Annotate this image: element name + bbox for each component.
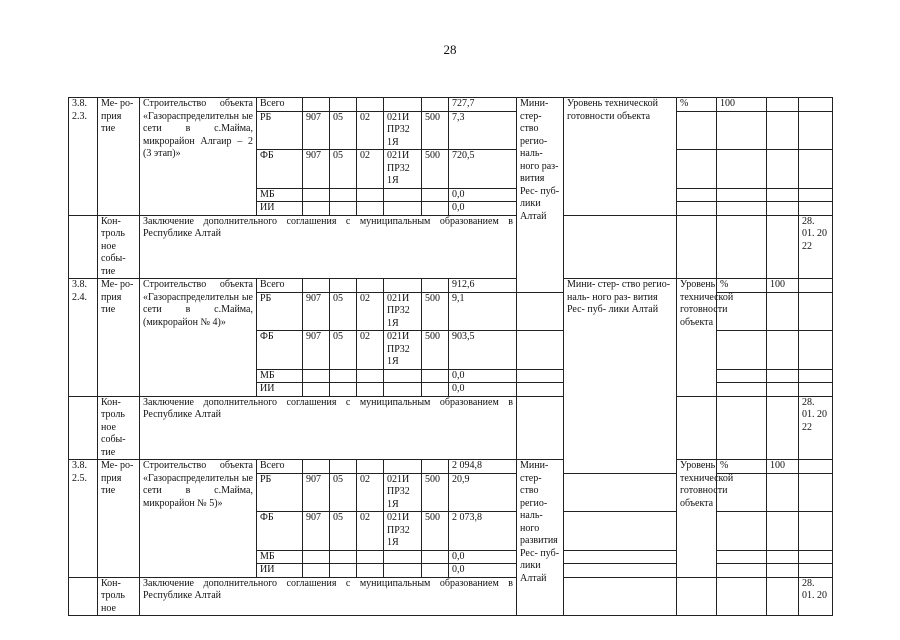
- fund-label: ФБ: [257, 331, 303, 370]
- fund-value: 7,3: [449, 111, 517, 150]
- code-cell: 02: [357, 111, 384, 150]
- code-cell: 05: [330, 292, 357, 331]
- item-name: Строительство объекта «Газораспределительн ые сети в с.Майма, микрорайон № 5)»: [140, 460, 257, 578]
- fund-value: 0,0: [449, 188, 517, 202]
- event-type: Кон- троль ное: [98, 577, 140, 616]
- event-date: 28. 01. 20: [799, 577, 833, 616]
- code-cell: 02: [357, 150, 384, 189]
- table-row: [69, 98, 833, 112]
- code-cell: 907: [303, 292, 330, 331]
- indicator-name: Уровень технической готовности объекта: [677, 460, 717, 578]
- indicator-unit: %: [717, 460, 767, 474]
- fund-value: 0,0: [449, 564, 517, 578]
- table-row: [69, 396, 833, 460]
- fund-value: 0,0: [449, 369, 517, 383]
- fund-label: ИИ: [257, 202, 303, 216]
- fund-value: 0,0: [449, 202, 517, 216]
- code-cell: 021И ПР32 1Я: [384, 473, 422, 512]
- fund-value: 20,9: [449, 473, 517, 512]
- code-cell: 021И ПР32 1Я: [384, 292, 422, 331]
- code-cell: 907: [303, 473, 330, 512]
- indicator-target: 100: [767, 279, 799, 293]
- code-cell: 021И ПР32 1Я: [384, 150, 422, 189]
- fund-label: МБ: [257, 550, 303, 564]
- fund-label: РБ: [257, 111, 303, 150]
- code-cell: 500: [422, 512, 449, 551]
- event-date: 28. 01. 20 22: [799, 396, 833, 460]
- page-number: 28: [443, 42, 457, 57]
- item-name: Строительство объекта «Газораспределительн ые сети в с.Майма, микрорайон Алгаир – 2 (3 этап)»: [140, 98, 257, 216]
- total-label: Всего: [257, 460, 303, 474]
- indicator-name: Уровень технической готовности объекта: [564, 98, 677, 216]
- event-date: 28. 01. 20 22: [799, 215, 833, 279]
- code-cell: 02: [357, 473, 384, 512]
- indicator-unit: %: [677, 98, 717, 112]
- fund-value: 903,5: [449, 331, 517, 370]
- indicator-name: Уровень технической готовности объекта: [677, 279, 717, 397]
- code-cell: 05: [330, 111, 357, 150]
- fund-label: РБ: [257, 473, 303, 512]
- code-cell: 02: [357, 292, 384, 331]
- code-cell: 907: [303, 111, 330, 150]
- responsible-executor: Мини- стер- ство регио- наль- ного развития Рес- пуб- лики Алтай: [517, 460, 564, 616]
- table-row: [69, 215, 833, 279]
- code-cell: 021И ПР32 1Я: [384, 512, 422, 551]
- program-table: [68, 97, 833, 616]
- code-cell: 500: [422, 292, 449, 331]
- total-value: 2 094,8: [449, 460, 517, 474]
- item-type: Ме- ро- прия тие: [98, 98, 140, 216]
- code-cell: 021И ПР32 1Я: [384, 111, 422, 150]
- code-cell: 500: [422, 331, 449, 370]
- item-type: Ме- ро- прия тие: [98, 279, 140, 397]
- indicator-unit: %: [717, 279, 767, 293]
- fund-value: 0,0: [449, 550, 517, 564]
- fund-label: ИИ: [257, 564, 303, 578]
- code-cell: 907: [303, 331, 330, 370]
- code-cell: 907: [303, 512, 330, 551]
- fund-label: ИИ: [257, 383, 303, 397]
- event-type: Кон- троль ное собы- тие: [98, 215, 140, 279]
- event-text: Заключение дополнительного соглашения с муниципальным образованием в Республике Алтай: [140, 396, 517, 460]
- code-cell: 02: [357, 331, 384, 370]
- event-text: Заключение дополнительного соглашения с муниципальным образованием в Республике Алтай: [140, 215, 517, 279]
- code-cell: 05: [330, 150, 357, 189]
- total-label: Всего: [257, 98, 303, 112]
- item-number: 3.8. 2.4.: [69, 279, 98, 397]
- code-cell: 500: [422, 473, 449, 512]
- item-name: Строительство объекта «Газораспределительн ые сети в с.Майма, (микрорайон № 4)»: [140, 279, 257, 397]
- code-cell: 907: [303, 150, 330, 189]
- total-label: Всего: [257, 279, 303, 293]
- indicator-target: 100: [767, 460, 799, 474]
- fund-label: РБ: [257, 292, 303, 331]
- code-cell: 05: [330, 512, 357, 551]
- item-number: 3.8. 2.3.: [69, 98, 98, 216]
- fund-value: 9,1: [449, 292, 517, 331]
- table-row: [69, 577, 833, 616]
- item-number: 3.8. 2.5.: [69, 460, 98, 578]
- code-cell: 021И ПР32 1Я: [384, 331, 422, 370]
- table-row: [69, 460, 833, 474]
- fund-value: 2 073,8: [449, 512, 517, 551]
- fund-label: МБ: [257, 188, 303, 202]
- fund-label: МБ: [257, 369, 303, 383]
- event-type: Кон- троль ное собы- тие: [98, 396, 140, 460]
- code-cell: 500: [422, 111, 449, 150]
- code-cell: 02: [357, 512, 384, 551]
- fund-label: ФБ: [257, 512, 303, 551]
- fund-label: ФБ: [257, 150, 303, 189]
- code-cell: 05: [330, 473, 357, 512]
- event-text: Заключение дополнительного соглашения с муниципальным образованием в Республике Алтай: [140, 577, 517, 616]
- total-value: 727,7: [449, 98, 517, 112]
- item-type: Ме- ро- прия тие: [98, 460, 140, 578]
- total-value: 912,6: [449, 279, 517, 293]
- code-cell: 500: [422, 150, 449, 189]
- fund-value: 720,5: [449, 150, 517, 189]
- table-row: [69, 279, 833, 293]
- code-cell: 05: [330, 331, 357, 370]
- indicator-target: 100: [717, 98, 767, 112]
- responsible-executor: Мини- стер- ство регио- наль- ного раз- вития Рес- пуб- лики Алтай: [564, 279, 677, 474]
- responsible-executor: Мини- стер- ство регио- наль- ного раз- вития Рес- пуб- лики Алтай: [517, 98, 564, 293]
- fund-value: 0,0: [449, 383, 517, 397]
